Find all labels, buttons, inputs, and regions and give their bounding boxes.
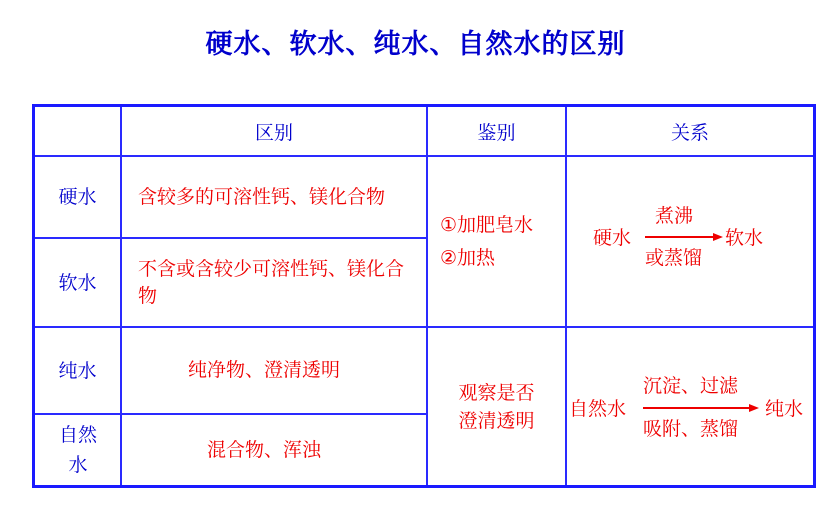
difference-pure-water: 纯净物、澄清透明 (187, 359, 340, 381)
header-difference: 区别 (254, 121, 293, 144)
relation-to-soft: 软水 (725, 227, 764, 249)
page-title: 硬水、软水、纯水、自然水的区别 (205, 29, 626, 60)
relation-natural-pure (567, 328, 813, 485)
relation-above-filter: 沉淀、过滤 (643, 375, 739, 397)
identify-method-heat: ②加热 (440, 246, 496, 269)
header-empty (35, 107, 120, 155)
identify-hard-soft (428, 157, 565, 326)
difference-soft-water: 不含或含较少可溶性钙、镁化合物 (138, 257, 405, 307)
relation-arrow-head (713, 233, 723, 241)
row-label-natural-water: 自然水 (58, 424, 97, 476)
relation-above-boil: 煮沸 (655, 205, 694, 227)
relation-arrow-head-2 (749, 404, 759, 412)
relation-arrow-line (645, 236, 715, 238)
header-identify: 鉴别 (477, 121, 516, 144)
difference-natural-water: 混合物、浑浊 (206, 438, 321, 461)
relation-hard-soft (567, 157, 813, 326)
relation-from-natural: 自然水 (569, 398, 627, 420)
relation-below-adsorb: 吸附、蒸馏 (643, 418, 739, 440)
identify-method-soap: ①加肥皂水 (440, 213, 534, 236)
difference-hard-water: 含较多的可溶性钙、镁化合物 (138, 185, 386, 208)
header-relation: 关系 (670, 121, 709, 144)
relation-below-distill: 或蒸馏 (645, 247, 703, 269)
relation-arrow-line-2 (643, 407, 751, 409)
relation-from-hard: 硬水 (593, 227, 632, 249)
row-label-soft-water: 软水 (58, 271, 97, 294)
comparison-table (32, 104, 816, 488)
row-label-hard-water: 硬水 (58, 186, 97, 208)
identify-pure-natural: 观察是否澄清透明 (458, 381, 535, 432)
relation-to-pure: 纯水 (765, 398, 804, 420)
row-label-pure-water: 纯水 (58, 359, 97, 382)
